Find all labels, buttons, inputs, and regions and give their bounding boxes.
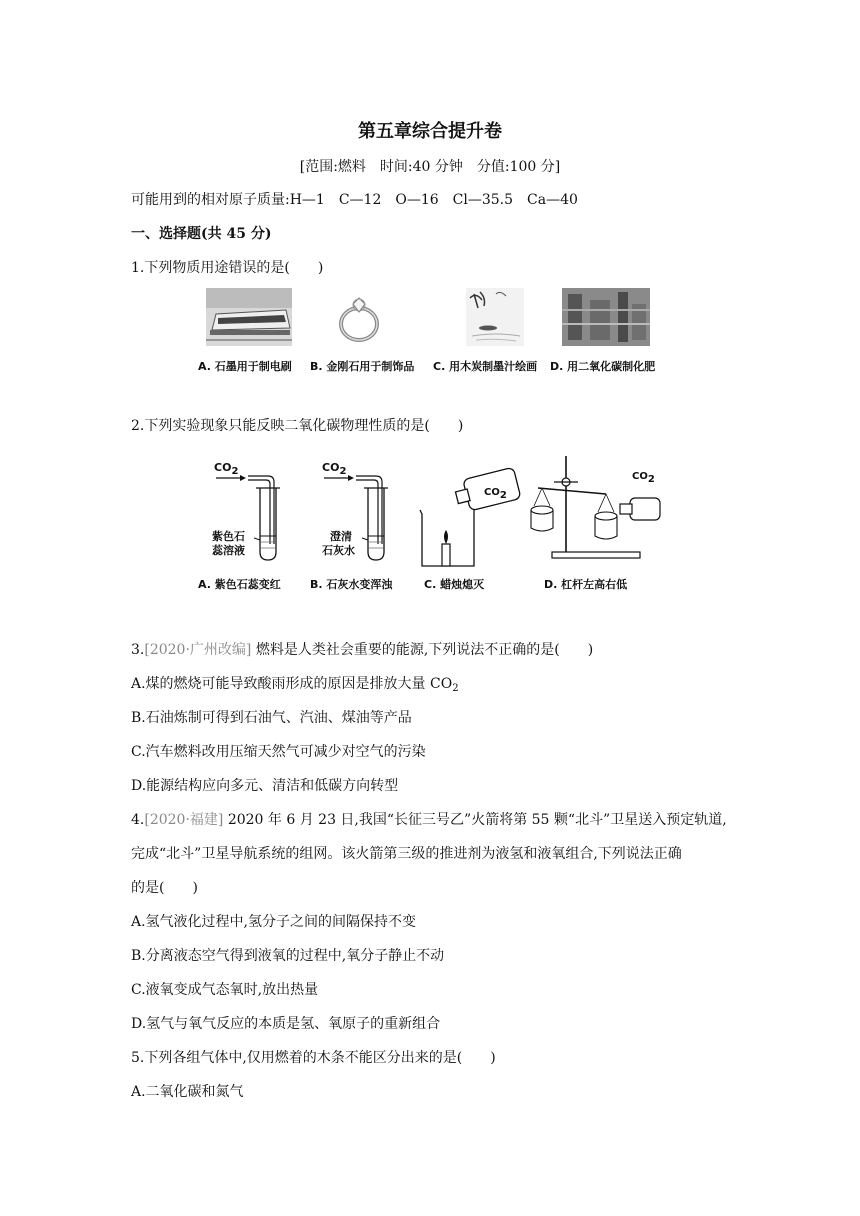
ink-painting-image: [466, 288, 524, 346]
q2a-label-line2: 蕊溶液: [212, 544, 245, 557]
q1-caption-a: A. 石墨用于制电刷: [198, 360, 292, 373]
q1-caption-d: D. 用二氧化碳制化肥: [550, 360, 656, 373]
q4-option-d: D.氢气与氧气反应的本质是氢、氧原子的重新组合: [131, 1016, 441, 1032]
exam-scope: [范围:燃料 时间:40 分钟 分值:100 分]: [299, 159, 561, 175]
q4-option-c: C.液氧变成气态氧时,放出热量: [131, 982, 319, 998]
q3-stem: 3.[2020·广州改编] 燃料是人类社会重要的能源,下列说法不正确的是( ): [131, 642, 594, 658]
q2a-label-line1: 紫色石: [212, 530, 245, 543]
q1-stem: 1.下列物质用途错误的是( ): [131, 260, 324, 276]
q5-stem: 5.下列各组气体中,仅用燃着的木条不能区分出来的是( ): [131, 1050, 496, 1066]
q1-figure: [198, 288, 663, 378]
page-title: 第五章综合提升卷: [358, 121, 502, 142]
q3-option-a: A.煤的燃烧可能导致酸雨形成的原因是排放大量 $CO_2$: [131, 676, 459, 694]
q3-option-c: C.汽车燃料改用压缩天然气可减少对空气的污染: [131, 744, 426, 760]
q2-caption-b: B. 石灰水变浑浊: [310, 578, 393, 591]
q2-apparatus: [198, 448, 663, 568]
q5-option-a: A.二氧化碳和氮气: [131, 1084, 244, 1100]
section-heading: 一、选择题(共 45 分): [131, 226, 272, 242]
q2a-gas-label: $CO_2$: [214, 461, 239, 477]
q2d-gas-label: $CO_2$: [632, 471, 655, 485]
q2b-label-line1: 澄清: [330, 530, 352, 543]
q2c-gas-label: $CO_2$: [484, 487, 507, 501]
q2-figure: [198, 448, 663, 598]
q4-stem-line2: 完成“北斗”卫星导航系统的组网。该火箭第三级的推进剂为液氢和液氧组合,下列说法正确: [131, 846, 682, 862]
q2-caption-d: D. 杠杆左高右低: [544, 578, 628, 591]
q4-option-a: A.氢气液化过程中,氢分子之间的间隔保持不变: [131, 914, 417, 930]
factory-image: [562, 288, 650, 346]
q4-stem-line3: 的是( ): [131, 880, 198, 896]
q4-source: [2020·福建]: [144, 812, 224, 828]
q1-caption-b: B. 金刚石用于制饰品: [310, 360, 415, 373]
q3-option-d: D.能源结构应向多元、清洁和低碳方向转型: [131, 778, 399, 794]
tram-image: [206, 288, 292, 346]
q2-stem: 2.下列实验现象只能反映二氧化碳物理性质的是( ): [131, 418, 464, 434]
q3-source: [2020·广州改编]: [144, 642, 252, 658]
q3-option-b: B.石油炼制可得到石油气、汽油、煤油等产品: [131, 710, 412, 726]
q2b-label-line2: 石灰水: [322, 544, 355, 557]
q2-caption-c: C. 蜡烛熄灭: [424, 578, 485, 591]
q4-option-b: B.分离液态空气得到液氧的过程中,氧分子静止不动: [131, 948, 445, 964]
q1-caption-c: C. 用木炭制墨汁绘画: [433, 360, 538, 373]
q2b-gas-label: $CO_2$: [322, 461, 347, 477]
diamond-ring-image: [331, 290, 385, 346]
q4-stem-line1: 4.[2020·福建] 2020 年 6 月 23 日,我国“长征三号乙”火箭将第 55 颗“北斗”卫星送入预定轨道,: [131, 812, 727, 828]
q2-caption-a: A. 紫色石蕊变红: [198, 578, 281, 591]
atomic-mass-line: 可能用到的相对原子质量:H—1 C—12 O—16 Cl—35.5 Ca—40: [131, 192, 578, 208]
